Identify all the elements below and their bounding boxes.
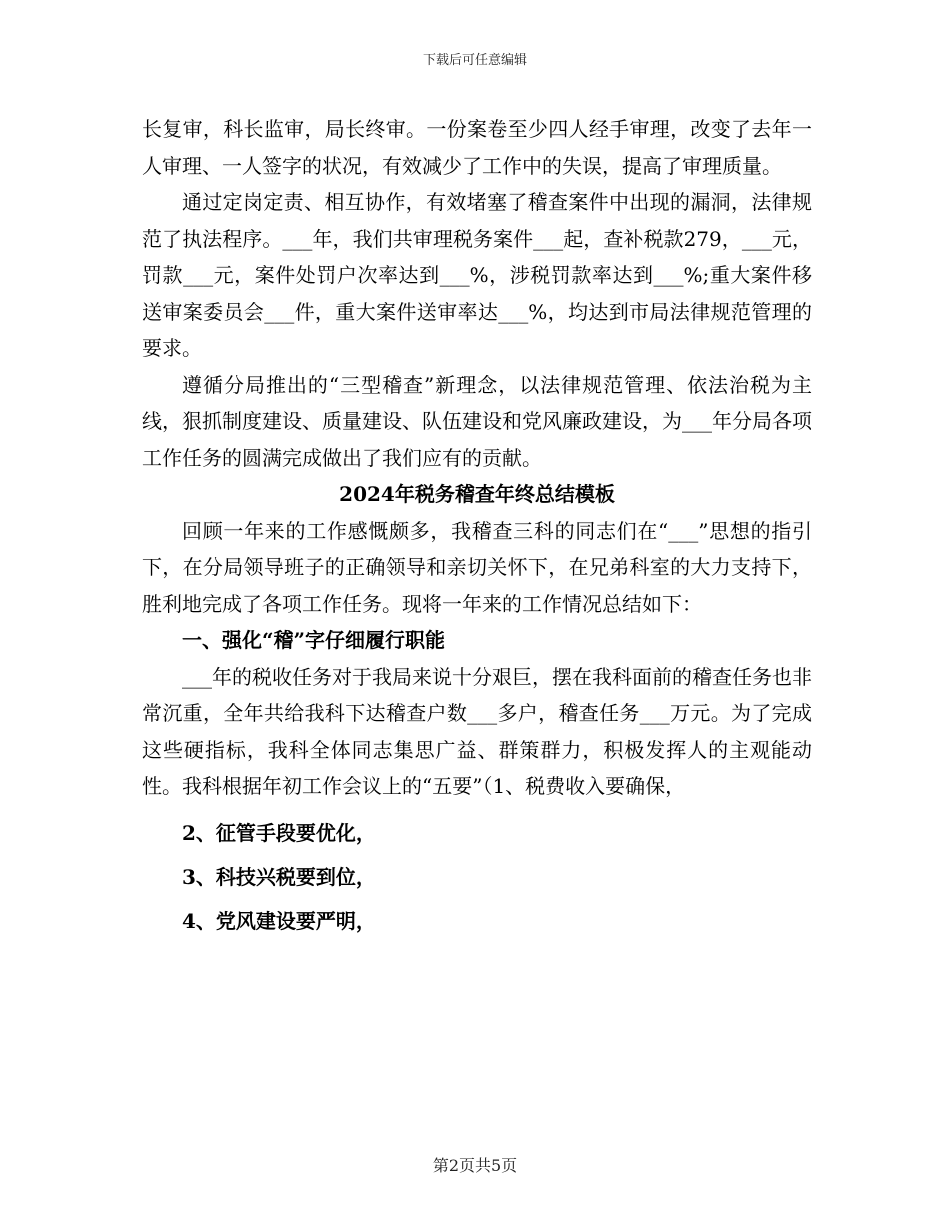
paragraph-case-statistics: 通过定岗定责、相互协作，有效堵塞了稽查案件中出现的漏洞，法律规范了执法程序。___年，我们共审理税务案件___起，查补税款279，___元，罚款___元，案件处罚户次率达到___%，涉税罚款率达到___%;重大案件移送审案委员会___件，重大案件送审率达___%，均达到市局法律规范管理的要求。	[142, 190, 812, 360]
list-item: 2、征管手段要优化，	[182, 820, 376, 845]
paragraph-inspection-concept: 遵循分局推出的“三型稽查”新理念，以法律规范管理、依法治税为主线，狠抓制度建设、质量建设、队伍建设和党风廉政建设，为___年分局各项工作任务的圆满完成做出了我们应有的贡献。	[142, 372, 812, 470]
list-item: 4、党风建设要严明，	[182, 908, 376, 933]
page-number: 第2页共5页	[432, 1156, 518, 1175]
header-note: 下载后可任意编辑	[422, 53, 527, 68]
list-item: 3、科技兴税要到位，	[182, 864, 376, 889]
paragraph-section-body: ___年的税收任务对于我局来说十分艰巨，摆在我科面前的稽查任务也非常沉重，全年共给我科下达稽查户数___多户，稽查任务___万元。为了完成这些硬指标，我科全体同志集思广益、群策群力，积极发挥人的主观能动性。我科根据年初工作会议上的“五要”（1、税费收入要确保，	[142, 664, 812, 798]
paragraph-intro: 回顾一年来的工作感慨颇多，我稽查三科的同志们在“___”思想的指引下，在分局领导班子的正确领导和亲切关怀下，在兄弟科室的大力支持下，胜利地完成了各项工作任务。现将一年来的工作情况总结如下：	[142, 518, 812, 616]
document-body	[142, 111, 812, 943]
section-heading: 一、强化“稽”字仔细履行职能	[182, 628, 446, 652]
document-title: 2024年税务稽查年终总结模板	[339, 482, 615, 506]
paragraph-review-process: 长复审，科长监审，局长终审。一份案卷至少四人经手审理，改变了去年一人审理、一人签字的状况，有效减少了工作中的失误，提高了审理质量。	[142, 117, 812, 178]
